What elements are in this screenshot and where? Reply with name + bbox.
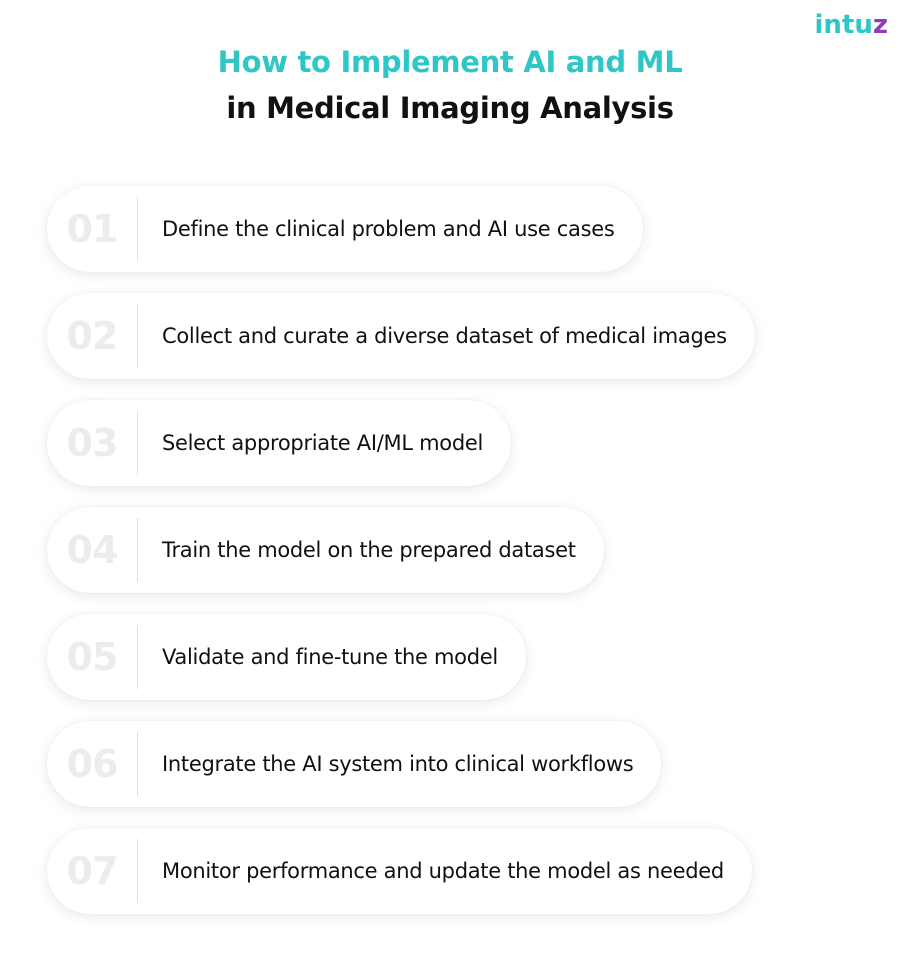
step-card-7 (47, 828, 752, 914)
step-card-5 (47, 614, 526, 700)
step-number: 07 (66, 849, 118, 893)
step-card-3 (47, 400, 511, 486)
step-card-1 (47, 186, 643, 272)
step-number: 01 (66, 207, 118, 251)
step-label: Select appropriate AI/ML model (162, 431, 484, 455)
step-number: 03 (66, 421, 118, 465)
intuz-logo (814, 10, 888, 40)
steps-list (47, 186, 867, 935)
title-line-2: in Medical Imaging Analysis (226, 91, 674, 125)
step-card-6 (47, 721, 661, 807)
step-number: 05 (66, 635, 118, 679)
step-label: Integrate the AI system into clinical workflows (162, 752, 634, 776)
step-card-2 (47, 293, 755, 379)
step-label: Monitor performance and update the model as needed (162, 859, 724, 883)
page-title (0, 40, 900, 132)
logo-text-accent: z (872, 10, 888, 40)
step-label: Define the clinical problem and AI use cases (162, 217, 615, 241)
step-label: Validate and fine-tune the model (162, 645, 498, 669)
step-card-4 (47, 507, 604, 593)
title-line-1: How to Implement AI and ML (217, 45, 683, 79)
step-number: 04 (66, 528, 118, 572)
step-number: 02 (66, 314, 118, 358)
step-label: Train the model on the prepared dataset (162, 538, 576, 562)
step-number: 06 (66, 742, 118, 786)
logo-text-main: intu (814, 10, 873, 40)
step-label: Collect and curate a diverse dataset of medical images (162, 324, 727, 348)
